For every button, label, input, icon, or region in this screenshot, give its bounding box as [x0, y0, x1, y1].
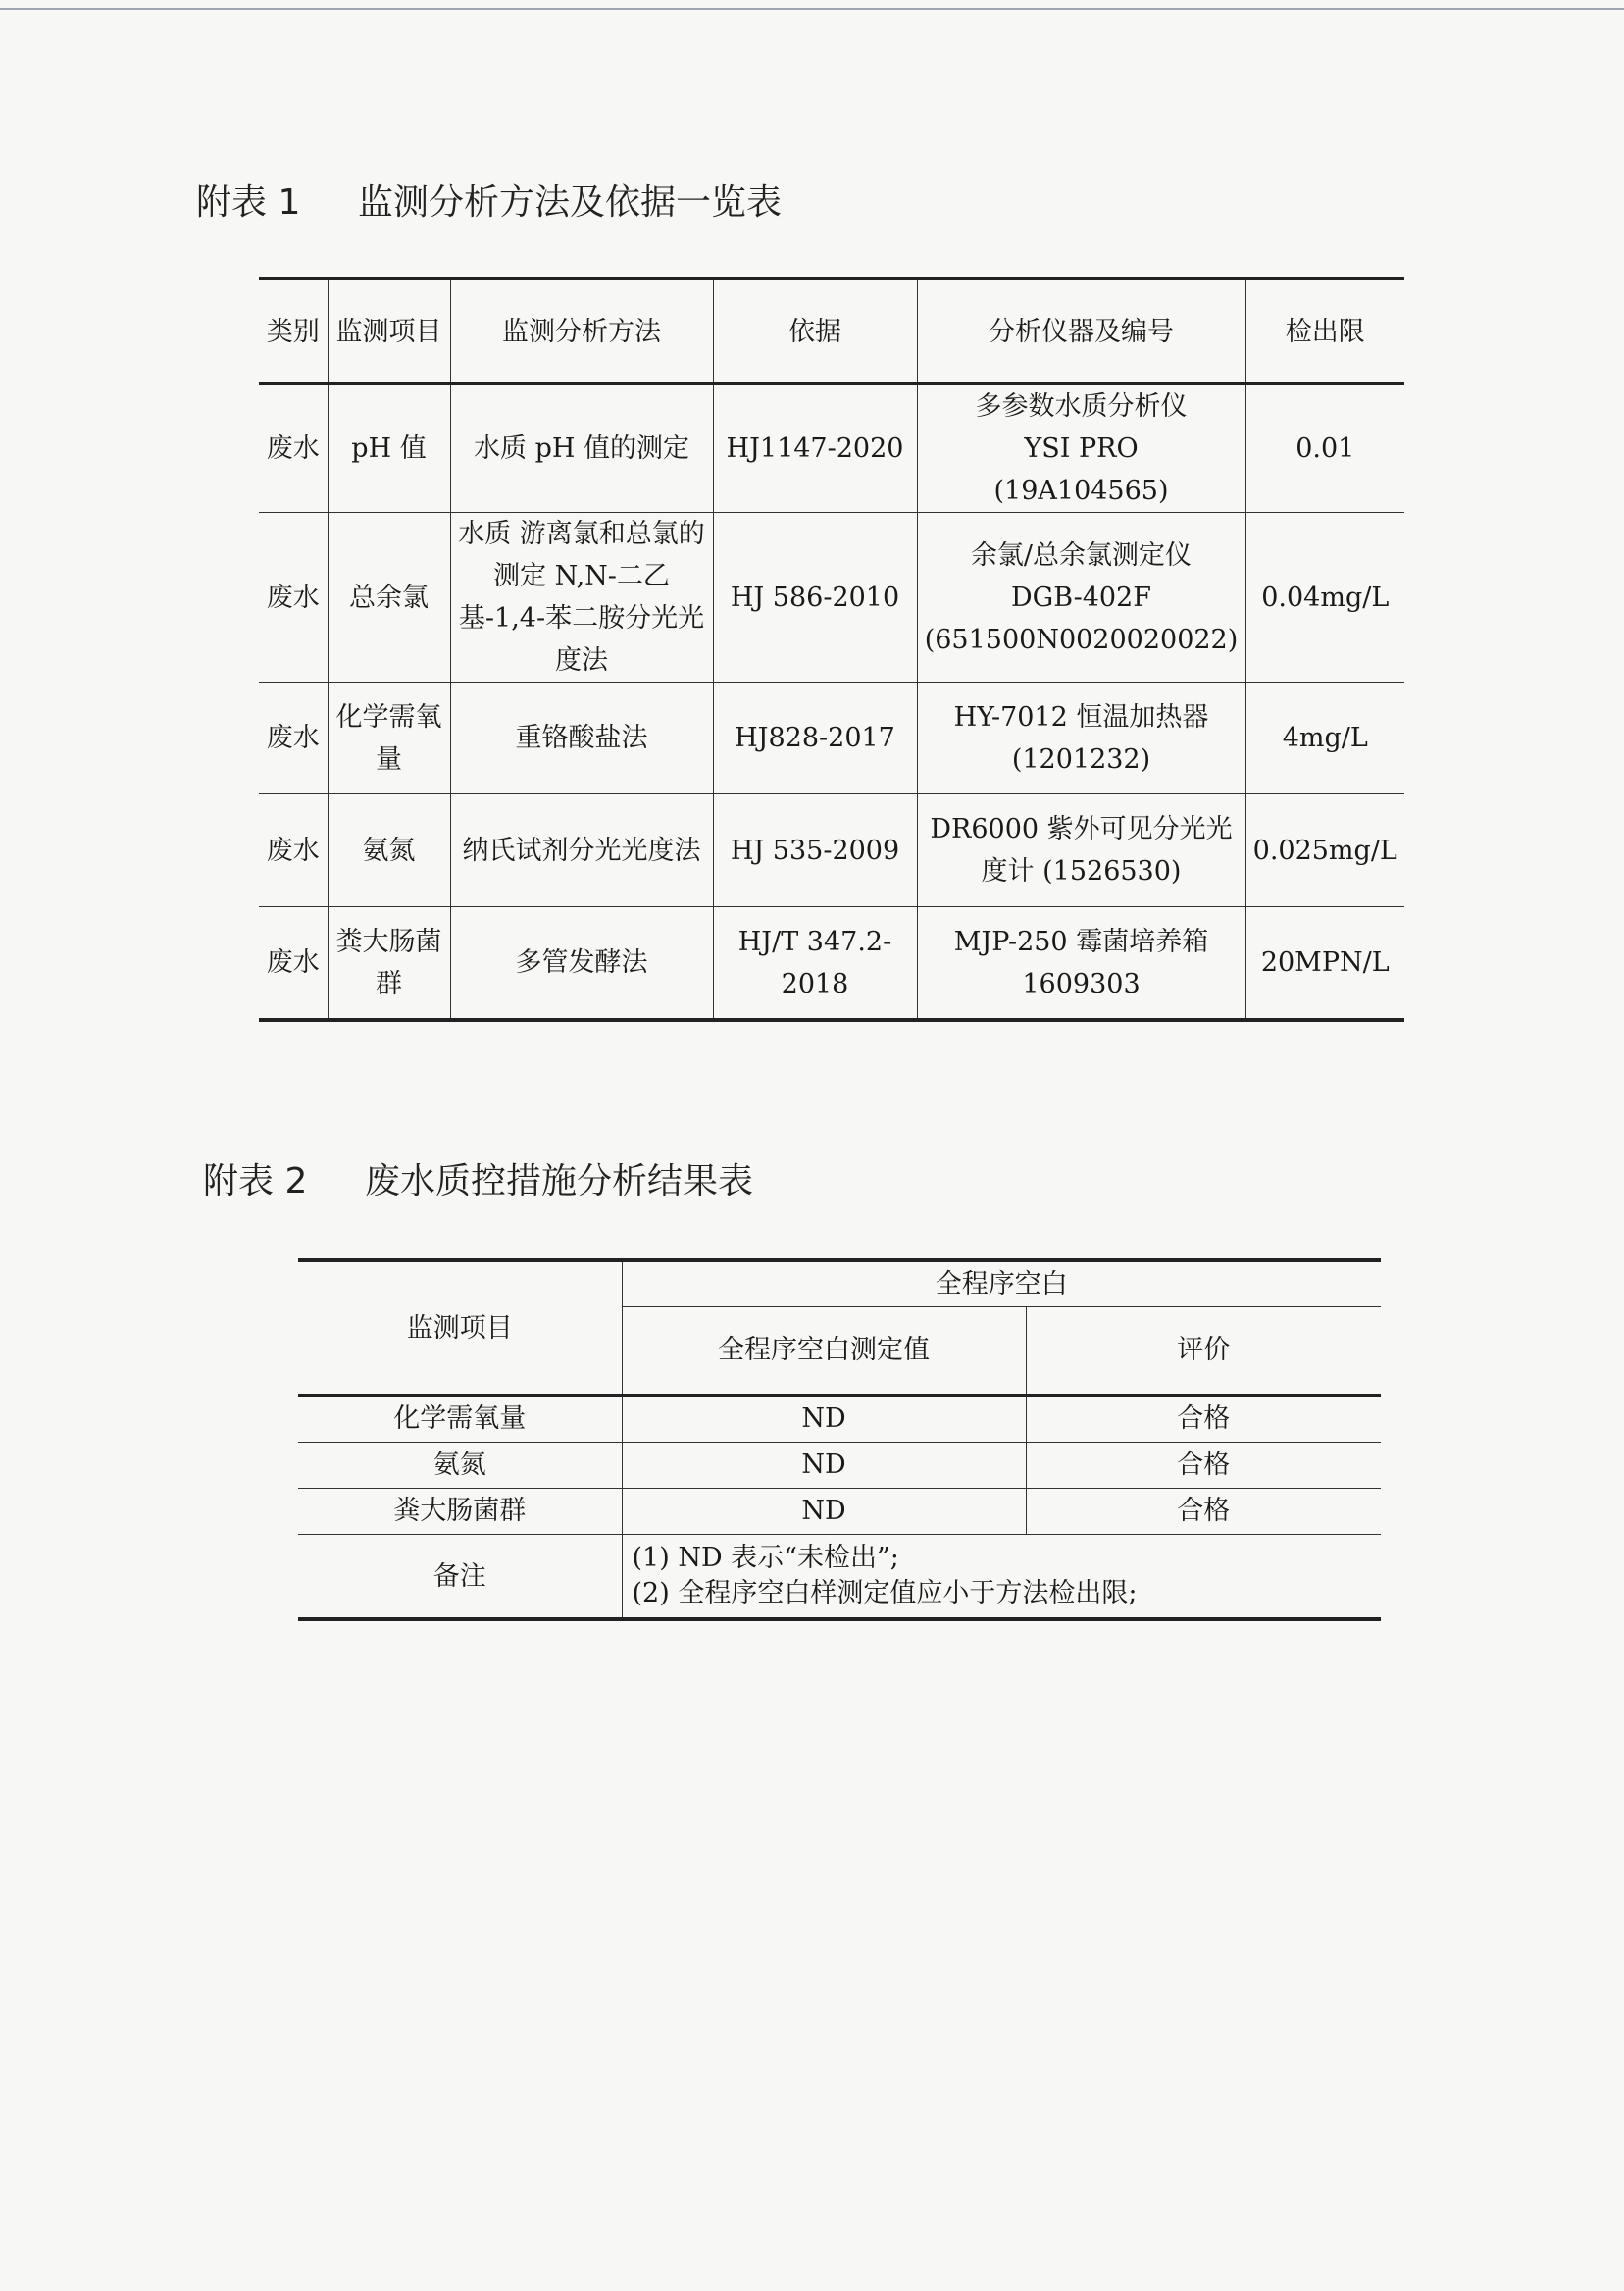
header-instrument: 分析仪器及编号 — [917, 279, 1245, 384]
table-row — [259, 907, 1404, 1021]
remark-row — [298, 1535, 1381, 1620]
table1-heading — [196, 175, 782, 225]
limit-cell: 0.025mg/L — [1245, 794, 1404, 907]
header-blank-value: 全程序空白测定值 — [622, 1307, 1026, 1396]
instrument-line: DR6000 紫外可见分光光度计 (1526530) — [930, 814, 1233, 887]
category-cell: 废水 — [259, 513, 328, 683]
category-cell: 废水 — [259, 907, 328, 1021]
method-cell: 水质 pH 值的测定 — [450, 384, 713, 513]
category-cell: 废水 — [259, 683, 328, 794]
category-cell: 废水 — [259, 794, 328, 907]
table1-number: 附表 1 — [196, 182, 301, 223]
method-cell: 重铬酸盐法 — [450, 683, 713, 794]
item-cell: 氨氮 — [328, 794, 450, 907]
value-cell: ND — [622, 1396, 1026, 1443]
item-cell: 总余氯 — [328, 513, 450, 683]
table1-title: 监测分析方法及依据一览表 — [358, 182, 783, 223]
method-cell: 多管发酵法 — [450, 907, 713, 1021]
header-item: 监测项目 — [298, 1260, 622, 1396]
instrument-cell — [917, 794, 1245, 907]
table2-number: 附表 2 — [203, 1161, 308, 1201]
basis-cell: HJ1147-2020 — [713, 384, 917, 513]
qc-results-table — [298, 1258, 1381, 1621]
instrument-line: 1609303 — [1022, 968, 1141, 999]
header-limit: 检出限 — [1245, 279, 1404, 384]
table-row — [298, 1489, 1381, 1535]
item-cell: pH 值 — [328, 384, 450, 513]
basis-cell: HJ 586-2010 — [713, 513, 917, 683]
evaluation-cell: 合格 — [1026, 1396, 1381, 1443]
header-basis: 依据 — [713, 279, 917, 384]
basis-cell: HJ/T 347.2-2018 — [713, 907, 917, 1021]
instrument-cell — [917, 513, 1245, 683]
item-cell: 氨氮 — [298, 1443, 622, 1489]
instrument-line: (19A104565) — [993, 476, 1169, 506]
instrument-line: DGB-402F — [1011, 582, 1151, 613]
instrument-line: (1201232) — [1011, 743, 1151, 775]
remark-notes — [622, 1535, 1381, 1620]
evaluation-cell: 合格 — [1026, 1443, 1381, 1489]
table-row — [259, 683, 1404, 794]
group-header-row — [298, 1260, 1381, 1307]
instrument-cell — [917, 907, 1245, 1021]
item-cell: 化学需氧量 — [328, 683, 450, 794]
remark-label: 备注 — [298, 1535, 622, 1620]
instrument-cell — [917, 384, 1245, 513]
instrument-line: MJP-250 霉菌培养箱 — [953, 926, 1209, 957]
limit-cell: 20MPN/L — [1245, 907, 1404, 1021]
evaluation-cell: 合格 — [1026, 1489, 1381, 1535]
table-row — [259, 513, 1404, 683]
header-item: 监测项目 — [328, 279, 450, 384]
table-row — [298, 1443, 1381, 1489]
instrument-line: 余氯/总余氯测定仪 — [970, 539, 1193, 571]
table2-title: 废水质控措施分析结果表 — [365, 1161, 754, 1201]
category-cell: 废水 — [259, 384, 328, 513]
table-row — [259, 384, 1404, 513]
value-cell: ND — [622, 1443, 1026, 1489]
item-cell: 粪大肠菌群 — [298, 1489, 622, 1535]
table2-heading — [203, 1153, 753, 1203]
instrument-cell — [917, 683, 1245, 794]
header-category: 类别 — [259, 279, 328, 384]
instrument-line: 多参数水质分析仪 — [975, 391, 1188, 422]
instrument-line: (651500N0020020022) — [924, 624, 1239, 655]
header-method: 监测分析方法 — [450, 279, 713, 384]
table-header-row — [259, 279, 1404, 384]
limit-cell: 4mg/L — [1245, 683, 1404, 794]
methods-table — [259, 277, 1404, 1022]
method-cell: 水质 游离氯和总氯的测定 N,N-二乙基-1,4-苯二胺分光光度法 — [450, 513, 713, 683]
value-cell: ND — [622, 1489, 1026, 1535]
instrument-line: HY-7012 恒温加热器 — [953, 701, 1209, 733]
header-evaluation: 评价 — [1026, 1307, 1381, 1396]
limit-cell: 0.01 — [1245, 384, 1404, 513]
basis-cell: HJ 535-2009 — [713, 794, 917, 907]
item-cell: 化学需氧量 — [298, 1396, 622, 1443]
item-cell: 粪大肠菌群 — [328, 907, 450, 1021]
remark-line: (2) 全程序空白样测定值应小于方法检出限; — [632, 1578, 1138, 1608]
table-row — [259, 794, 1404, 907]
basis-cell: HJ828-2017 — [713, 683, 917, 794]
instrument-line: YSI PRO — [1024, 433, 1139, 464]
method-cell: 纳氏试剂分光光度法 — [450, 794, 713, 907]
remark-line: (1) ND 表示“未检出”; — [632, 1543, 899, 1573]
header-blank-group: 全程序空白 — [622, 1260, 1381, 1307]
page-top-rule — [0, 8, 1624, 10]
limit-cell: 0.04mg/L — [1245, 513, 1404, 683]
table-row — [298, 1396, 1381, 1443]
